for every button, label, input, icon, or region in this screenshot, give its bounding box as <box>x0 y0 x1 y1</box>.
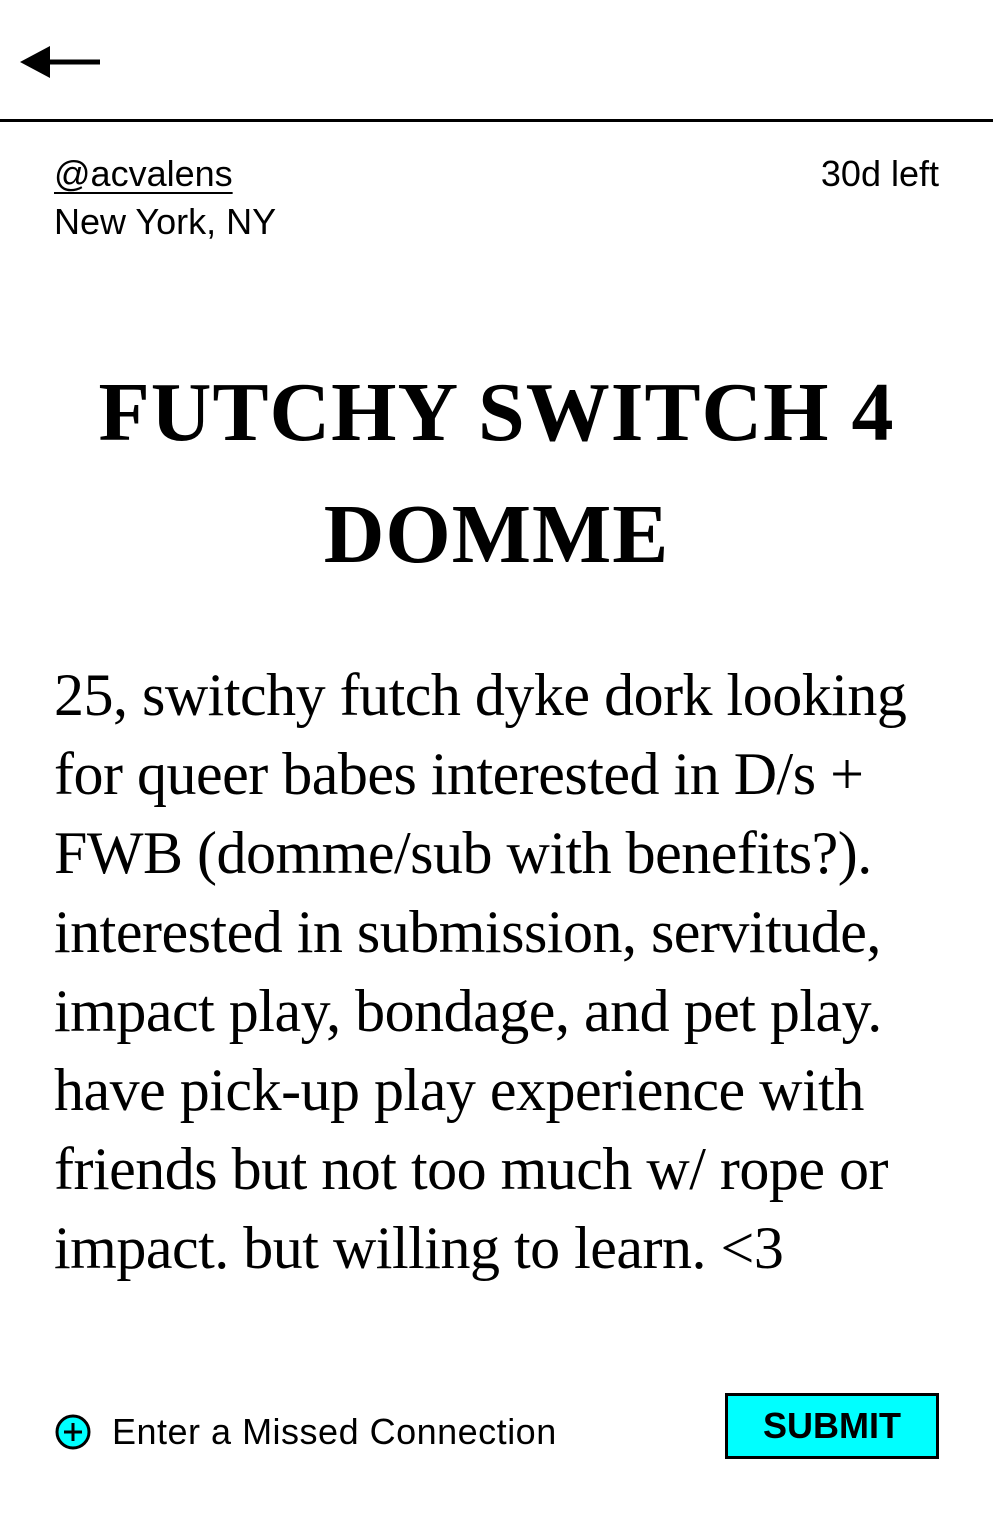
left-arrow-icon <box>20 40 104 84</box>
author-handle-link[interactable]: @acvalens <box>54 153 233 194</box>
post-title-line: FUTCHY SWITCH 4 <box>98 366 895 459</box>
post-meta <box>54 150 939 246</box>
submit-button[interactable]: SUBMIT <box>725 1393 939 1459</box>
plus-circle-icon <box>54 1413 92 1451</box>
post-body: 25, switchy futch dyke dork looking for queer babes interested in D/s + FWB (domme/sub with benefits?). interested in submission, servitude, impact play, bondage, and pet play. have pick-up play experience with friends but not too much w/ rope or impact. but willing to learn. <3 <box>54 662 907 1281</box>
post-location: New York, NY <box>54 201 277 242</box>
post-title-line: DOMME <box>323 488 670 581</box>
time-left-label: 30d left <box>820 153 939 194</box>
back-button[interactable] <box>20 40 104 84</box>
missed-connection-label: Enter a Missed Connection <box>112 1411 557 1452</box>
top-bar <box>0 0 993 122</box>
missed-connection-link[interactable] <box>54 1408 557 1456</box>
post-title <box>40 352 953 596</box>
